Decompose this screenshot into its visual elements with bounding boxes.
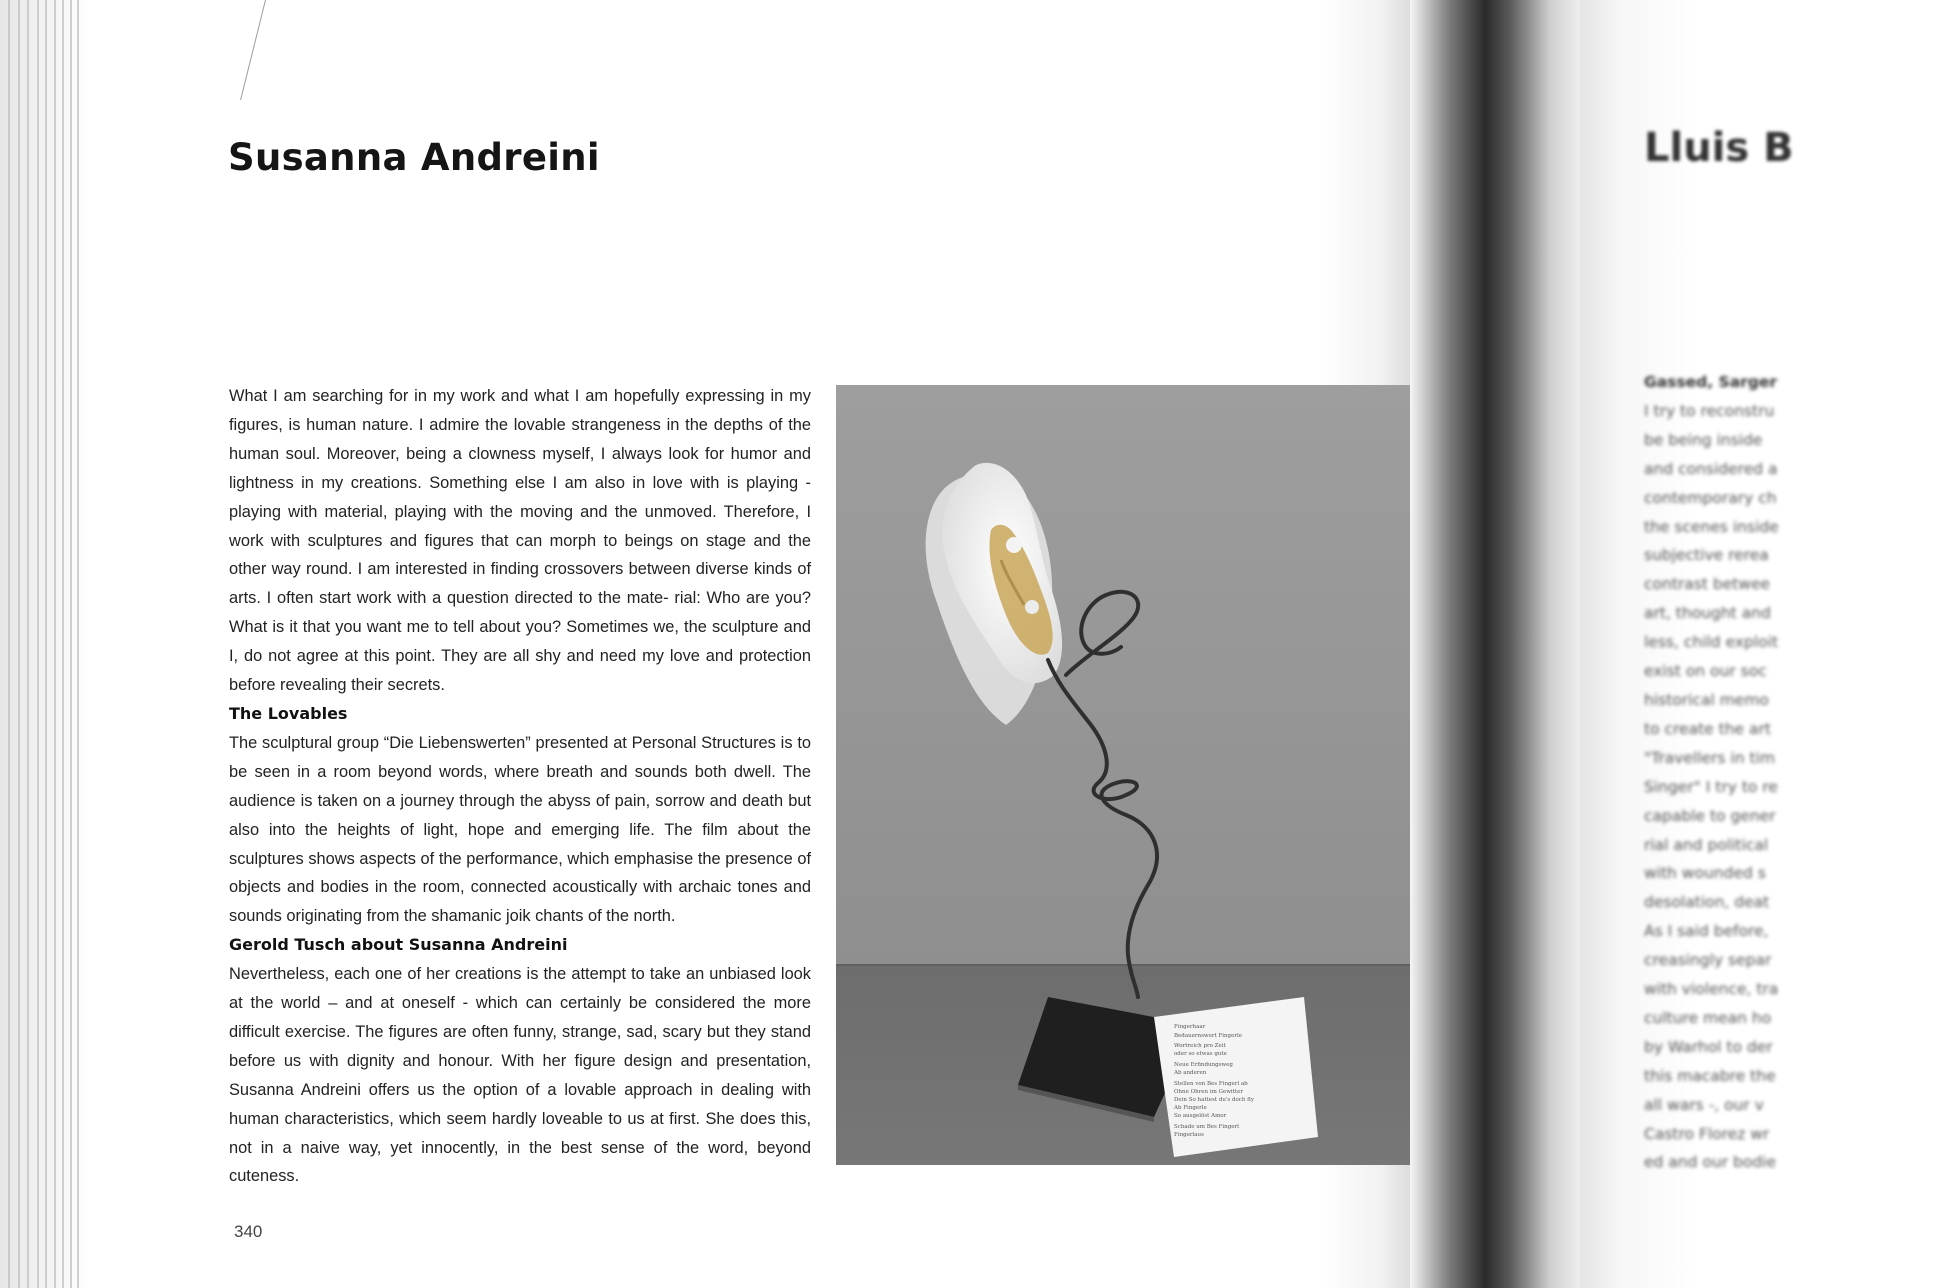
note-line: Fingerlaus (1174, 1132, 1204, 1138)
right-text-line: contemporary ch (1644, 488, 1777, 507)
right-text-line: I try to reconstru (1644, 401, 1775, 420)
note-line: Ab anderen (1174, 1070, 1207, 1076)
right-text-line: be being inside (1644, 430, 1763, 449)
right-text-line: Singer" I try to re (1644, 777, 1778, 796)
note-line: Schade um Bes Fingerl (1174, 1124, 1239, 1130)
note-line: Wortreich pro Zeit (1174, 1043, 1226, 1049)
right-text-line: less, child exploit (1644, 633, 1779, 652)
right-text-line: creasingly separ (1644, 951, 1772, 970)
right-text-line: the scenes inside (1644, 517, 1779, 536)
note-line: Fingerhaar (1174, 1024, 1206, 1030)
right-text-line: art, thought and (1644, 604, 1771, 623)
paper-note (1154, 997, 1318, 1157)
right-text-line: by Warhol to der (1644, 1037, 1773, 1056)
right-text-line: ed and our bodie (1644, 1153, 1776, 1172)
right-text-line: Castro Florez wr (1644, 1124, 1770, 1143)
right-text-line: exist on our soc (1644, 662, 1767, 681)
note-line: Neue Erfindungsweg (1174, 1062, 1233, 1068)
right-text-line: historical memo (1644, 690, 1769, 709)
lovables-paragraph: The sculptural group “Die Liebenswerten” presented at Personal Structures is to be seen in a room beyond words, where breath and sounds both dwell. The audience is taken on a journey through the abyss of pain, sorrow and death but also into the heights of light, hope and emerging life. The film about the sculptures shows aspects of the performance, which emphasise the presence of objects and bodies in the room, connected acoustically with archaic tones and sounds originating from the shamanic joik chants of the north. (229, 733, 811, 926)
right-text-line: with wounded s (1644, 864, 1766, 883)
right-page-text (1644, 368, 1944, 1177)
book-gutter (1410, 0, 1580, 1288)
note-line: Stellen von Bes Fingerl ab (1174, 1081, 1248, 1087)
right-text-line: As I said before, (1644, 922, 1769, 941)
page-edges (0, 0, 90, 1288)
sculpture-photo (836, 385, 1416, 1165)
page-number: 340 (234, 1222, 263, 1241)
note-line: So ausgelöst Amor (1174, 1113, 1227, 1119)
section-heading-tusch: Gerold Tusch about Susanna Andreini (229, 935, 568, 955)
right-text-line: capable to gener (1644, 806, 1776, 825)
right-text-line: rial and political (1644, 835, 1769, 854)
right-page-title: Lluis B (1644, 125, 1794, 171)
corner-fold-mark (200, 0, 266, 100)
right-text-line: subjective rerea (1644, 546, 1769, 565)
right-text-line: this macabre the (1644, 1066, 1776, 1085)
section-heading-lovables: The Lovables (229, 703, 348, 723)
sculpture-illustration (836, 385, 1416, 1165)
right-text-line: "Travellers in tim (1644, 748, 1775, 767)
right-text-line: culture mean ho (1644, 1008, 1772, 1027)
right-page (1580, 0, 1794, 1288)
tusch-paragraph: Nevertheless, each one of her creations is the attempt to take an unbiased look at the world – and at oneself - which can certainly be considered the more difficult exercise. The figures are often funny, strange, sad, scary but they stand before us with dignity and honour. With her figure design and presentation, Susanna Andreini offers us the option of a lovable approach in dealing with human characteristics, which seem hardly loveable to us at first. She does this, not in a naive way, yet innocently, in the best sense of the word, beyond cuteness. (229, 965, 811, 1186)
intro-paragraph: What I am searching for in my work and what I am hopefully expressing in my figures, is human nature. I admire the lovable strangeness in the depths of the human soul. Moreover, being a clowness myself, I always look for humor and lightness in my creations. Something else I am also in love with is playing - playing with material, playing with the moving and the unmoved. Therefore, I work with sculptures and figures that can morph to beings on stage and the other way round. I am interested in finding crossovers between diverse kinds of arts. I often start work with a question directed to the mate- rial: Who are you? What is it that you want me to tell about you? Sometimes we, the sculpture and I, do not agree at this point. They are all shy and need my love and protection before revealing their secrets. (229, 387, 811, 695)
page-title: Susanna Andreini (228, 136, 600, 179)
right-text-line: with violence, tra (1644, 980, 1779, 999)
right-text-line: to create the art (1644, 719, 1771, 738)
right-text-line: all wars -, our v (1644, 1095, 1764, 1114)
note-line: Ohne Ohren im Gewitter (1174, 1089, 1243, 1095)
right-page-heading: Gassed, Sarger (1644, 373, 1778, 391)
note-line: Dein So hattest du's doch fly (1174, 1097, 1254, 1103)
right-text-line: and considered a (1644, 459, 1778, 478)
right-text-line: contrast betwee (1644, 575, 1771, 594)
article-body (229, 382, 811, 1191)
note-line: Bedauernswert Fingerle (1174, 1033, 1242, 1039)
note-line: Ab Fingerle (1174, 1105, 1207, 1111)
note-line: oder so etwas gute (1174, 1051, 1227, 1057)
right-text-line: desolation, deat (1644, 893, 1770, 912)
wall (836, 385, 1416, 965)
